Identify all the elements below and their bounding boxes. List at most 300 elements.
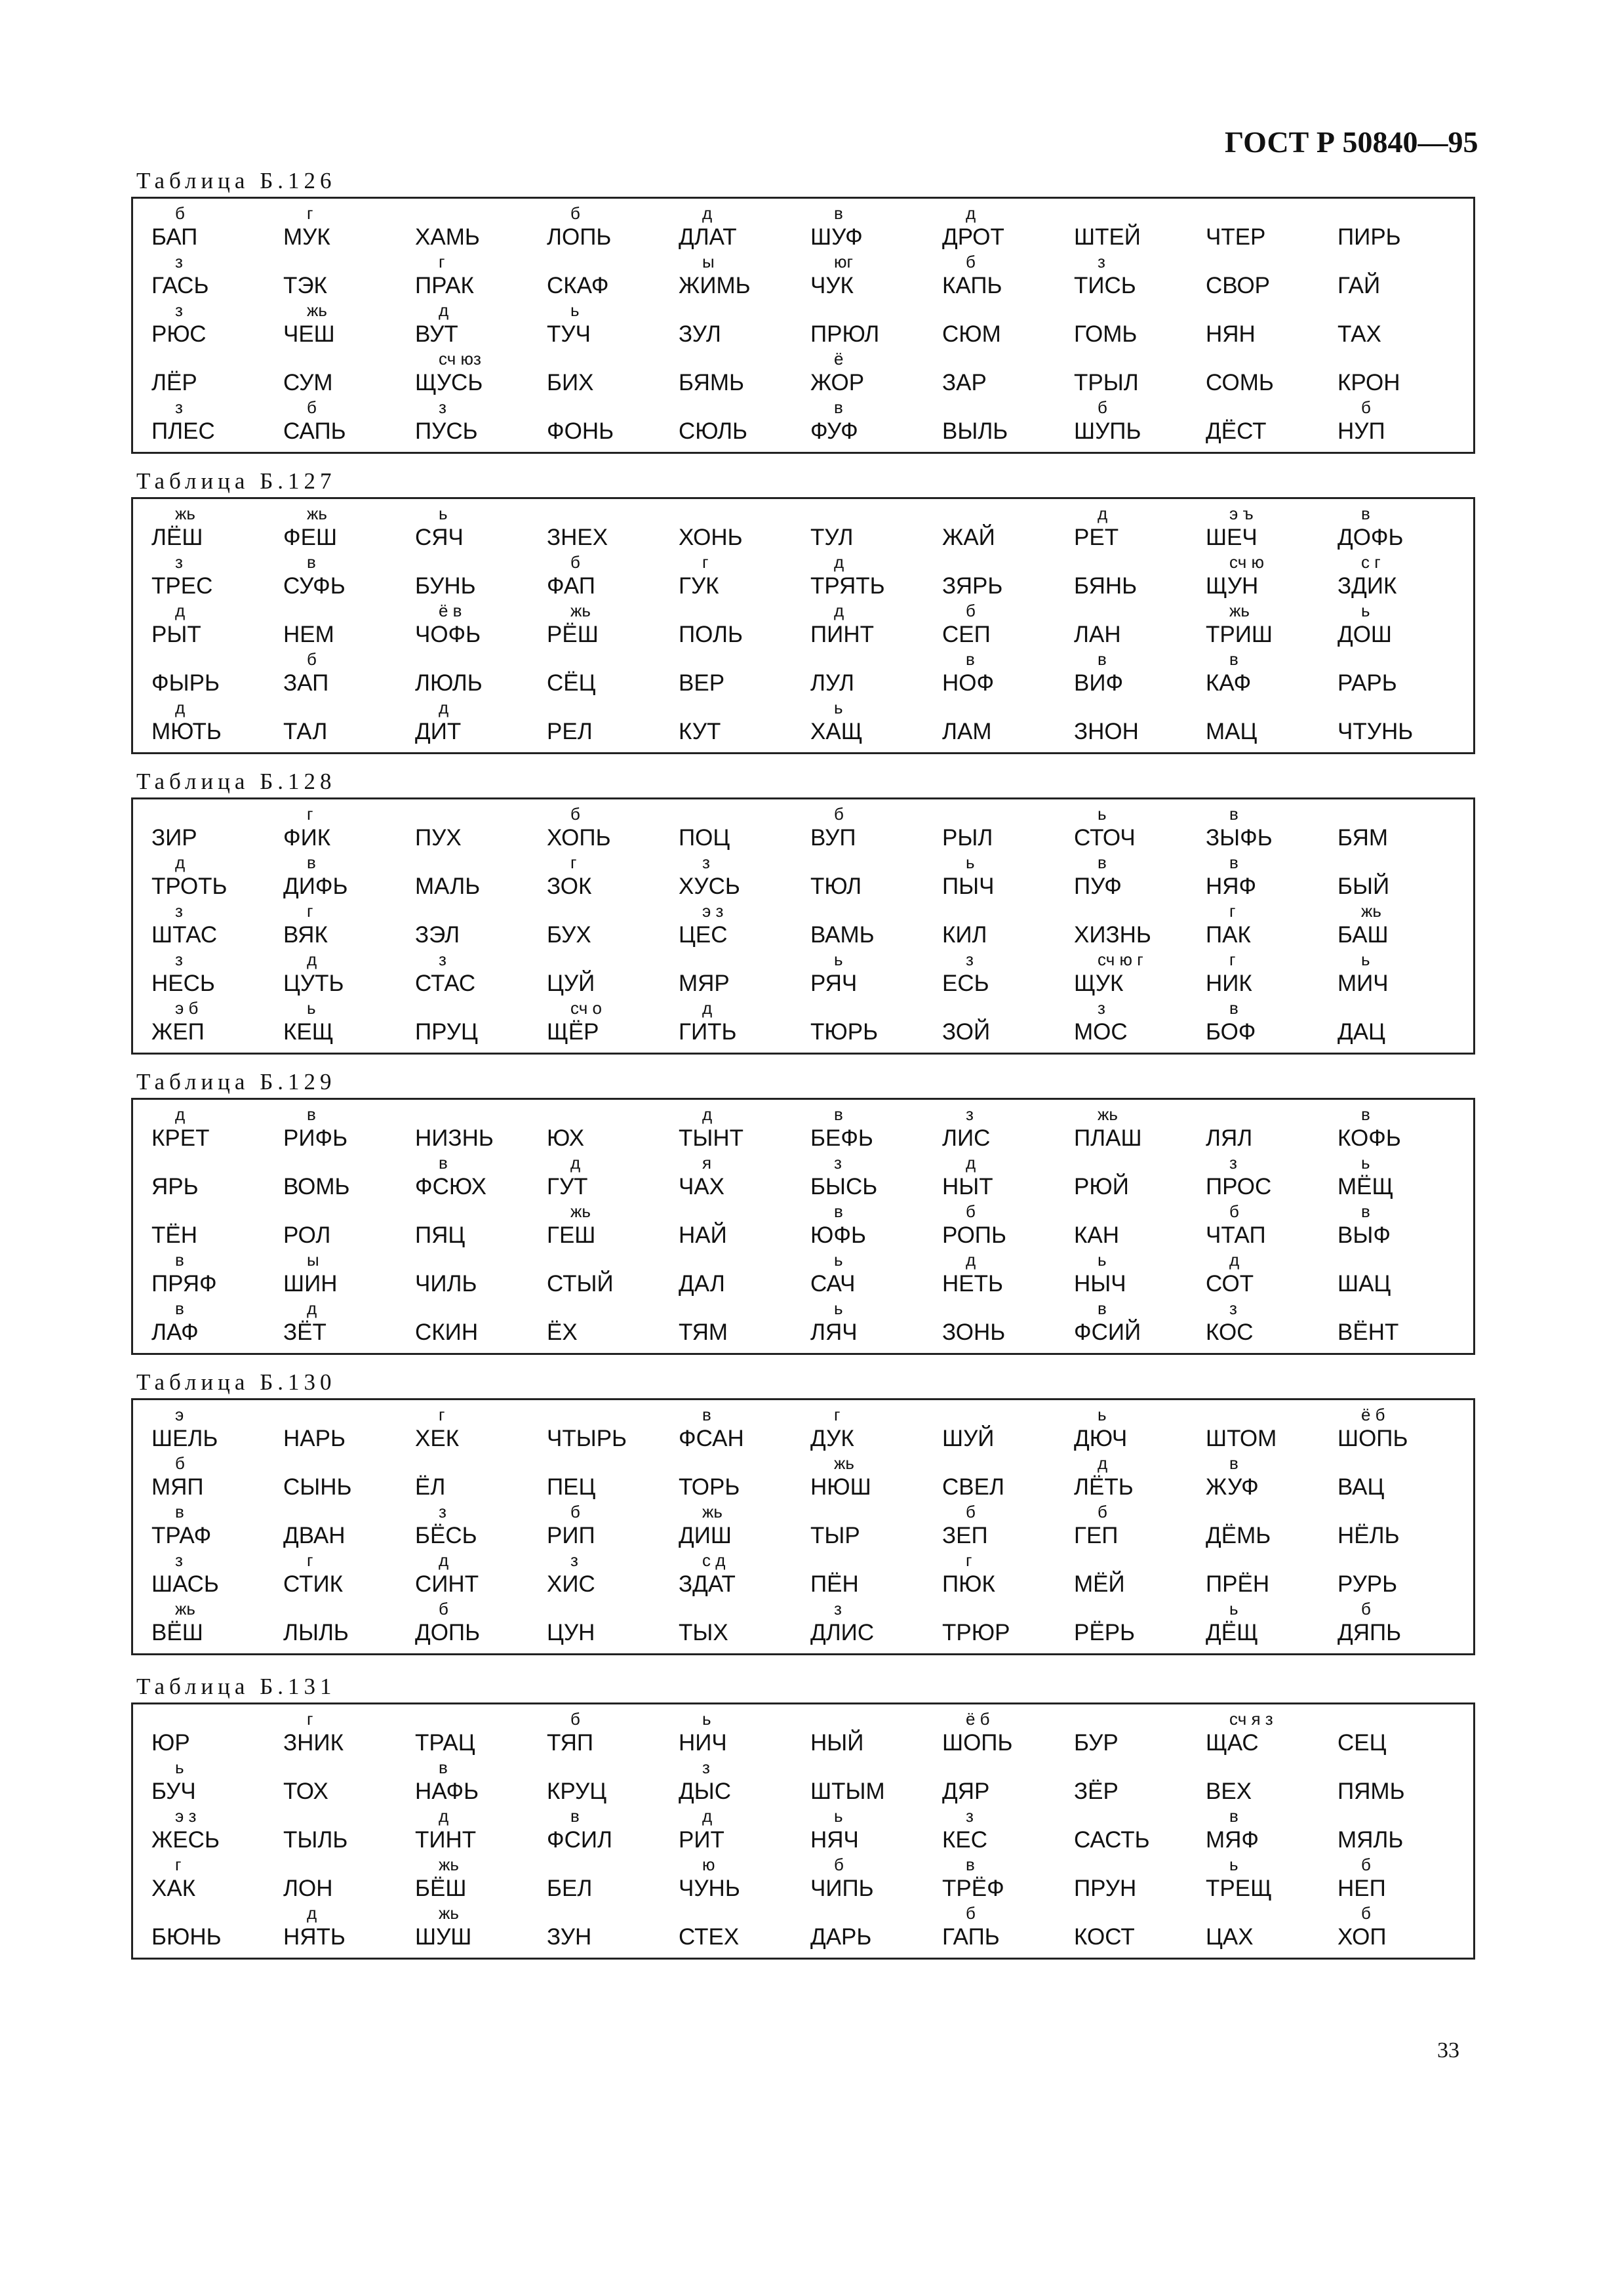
syllable-word: СТИК [283, 1571, 344, 1597]
phoneme-annotation: ы [307, 1250, 319, 1270]
phoneme-annotation: г [307, 1709, 313, 1729]
word-cell [410, 1404, 542, 1453]
phoneme-annotation: ь [1361, 601, 1370, 620]
phoneme-annotation: з [175, 300, 183, 320]
word-cell [805, 949, 937, 997]
word-cell [1069, 1550, 1200, 1598]
syllable-word: ФОНЬ [547, 418, 614, 444]
phoneme-annotation: жь [570, 601, 591, 620]
word-cell [805, 1298, 937, 1346]
phoneme-annotation: б [307, 649, 317, 669]
syllable-word: НЕТЬ [942, 1271, 1003, 1297]
syllable-word: РЮС [151, 321, 207, 347]
syllable-word: ЗЫФЬ [1206, 825, 1273, 851]
phoneme-annotation: г [439, 1405, 445, 1424]
syllable-word: ТРЕС [151, 573, 213, 599]
phoneme-annotation: г [1229, 901, 1236, 921]
phoneme-annotation: д [439, 1550, 449, 1570]
word-cell [673, 1249, 805, 1298]
syllable-word: ЗАР [942, 370, 987, 395]
syllable-word: ЮР [151, 1730, 190, 1756]
syllable-word: ЁЛ [415, 1474, 446, 1500]
word-cell [673, 503, 805, 552]
word-cell [1069, 600, 1200, 649]
syllable-word: ТАЛ [283, 719, 328, 744]
syllable-word: САПЬ [283, 418, 346, 444]
word-cell [805, 203, 937, 251]
word-cell [542, 1708, 673, 1757]
phoneme-annotation: д [834, 601, 844, 620]
syllable-word: ПРУН [1074, 1876, 1137, 1901]
syllable-word: БАШ [1337, 922, 1389, 948]
word-cell [410, 1298, 542, 1346]
syllable-word: НИЗНЬ [415, 1125, 494, 1151]
syllable-word: ЗЭЛ [415, 922, 460, 948]
syllable-word: ЖЕСЬ [151, 1827, 220, 1853]
phoneme-annotation: д [834, 552, 844, 572]
syllable-word: ПИРЬ [1337, 224, 1401, 250]
word-cell [1069, 949, 1200, 997]
word-cell [805, 348, 937, 397]
phoneme-annotation: э б [175, 998, 199, 1018]
word-cell [1200, 649, 1332, 697]
phoneme-annotation: сч я з [1229, 1709, 1273, 1729]
word-cell [1200, 251, 1332, 300]
syllable-word: ДИТ [415, 719, 462, 744]
syllable-word: ВУП [810, 825, 856, 851]
syllable-word: ХУСЬ [679, 874, 740, 899]
word-cell [1200, 348, 1332, 397]
syllable-word: ЩАС [1206, 1730, 1259, 1756]
phoneme-annotation: б [1361, 1855, 1371, 1874]
word-cell [410, 552, 542, 600]
table-caption: Таблица Б.126 [136, 168, 336, 193]
phoneme-annotation: в [1229, 1453, 1238, 1473]
word-cell [1200, 1805, 1332, 1854]
word-cell [278, 949, 410, 997]
phoneme-annotation: в [1229, 853, 1238, 872]
phoneme-annotation: г [570, 853, 577, 872]
syllable-word: ЮФЬ [810, 1222, 866, 1248]
syllable-word: ТАХ [1337, 321, 1381, 347]
word-cell [1200, 1404, 1332, 1453]
syllable-word: ТРАФ [151, 1523, 212, 1548]
phoneme-annotation: з [175, 950, 183, 969]
phoneme-annotation: жь [1229, 601, 1250, 620]
syllable-word: ВЁНТ [1337, 1319, 1399, 1345]
word-cell [673, 552, 805, 600]
phoneme-annotation: в [1229, 1806, 1238, 1826]
word-cell [1200, 1903, 1332, 1951]
phoneme-annotation: в [175, 1299, 184, 1318]
syllable-word: КИЛ [942, 922, 987, 948]
word-cell [410, 1903, 542, 1951]
word-cell [278, 348, 410, 397]
word-cell [673, 203, 805, 251]
word-cell [937, 997, 1069, 1046]
syllable-word: ДУК [810, 1426, 854, 1451]
word-cell [673, 649, 805, 697]
word-cell [1200, 697, 1332, 746]
phoneme-annotation: ь [966, 853, 975, 872]
word-cell [1200, 1550, 1332, 1598]
phoneme-annotation: жь [439, 1903, 459, 1923]
table-frame [131, 1398, 1475, 1655]
phoneme-annotation: з [966, 1806, 974, 1826]
phoneme-annotation: з [966, 1104, 974, 1124]
word-cell [1069, 852, 1200, 900]
syllable-word: СЫНЬ [283, 1474, 352, 1500]
word-cell [410, 649, 542, 697]
phoneme-annotation: г [702, 552, 709, 572]
word-cell [1332, 397, 1464, 445]
phoneme-annotation: ь [834, 1806, 843, 1826]
word-cell [542, 1501, 673, 1550]
page-number: 33 [1437, 2038, 1459, 2063]
phoneme-annotation: в [1229, 649, 1238, 669]
syllable-word: РЫЛ [942, 825, 993, 851]
syllable-word: ПЁН [810, 1571, 859, 1597]
word-cell [278, 1298, 410, 1346]
word-cell [542, 803, 673, 852]
syllable-word: ЛЁШ [151, 525, 203, 550]
word-cell [410, 1854, 542, 1903]
word-cell [937, 1598, 1069, 1647]
syllable-word: ТЮЛ [810, 874, 862, 899]
phoneme-annotation: г [307, 901, 313, 921]
syllable-word: ДАЦ [1337, 1019, 1385, 1045]
syllable-word: ХАЩ [810, 719, 863, 744]
phoneme-annotation: з [175, 252, 183, 272]
word-cell [1069, 1201, 1200, 1249]
word-cell [1069, 900, 1200, 949]
word-cell [410, 997, 542, 1046]
phoneme-annotation: б [570, 203, 580, 223]
syllable-word: ЗЁР [1074, 1779, 1119, 1804]
word-cell [1200, 503, 1332, 552]
word-cell [542, 1298, 673, 1346]
syllable-word: ПУФ [1074, 874, 1122, 899]
phoneme-annotation: з [702, 1758, 710, 1777]
word-cell [1069, 1249, 1200, 1298]
word-cell [673, 1152, 805, 1201]
syllable-word: СТЕХ [679, 1924, 740, 1950]
syllable-word: ТРИШ [1206, 622, 1273, 647]
syllable-word: РАРЬ [1337, 670, 1397, 696]
syllable-word: ШУПЬ [1074, 418, 1141, 444]
phoneme-annotation: б [966, 1201, 976, 1221]
word-cell [146, 1201, 278, 1249]
table-caption: Таблица Б.128 [136, 769, 336, 794]
phoneme-annotation: ь [1098, 1405, 1107, 1424]
syllable-word: НИК [1206, 971, 1252, 996]
word-cell [278, 1201, 410, 1249]
syllable-word: ЖИМЬ [679, 273, 751, 298]
syllable-word: ТУЧ [547, 321, 591, 347]
syllable-word: ЗЕП [942, 1523, 988, 1548]
syllable-word: НЮШ [810, 1474, 871, 1500]
word-cell [673, 397, 805, 445]
word-cell [937, 1404, 1069, 1453]
syllable-word: РЁРЬ [1074, 1620, 1136, 1645]
phoneme-annotation: з [1098, 998, 1105, 1018]
word-cell [937, 1249, 1069, 1298]
syllable-word: ЛЯЧ [810, 1319, 858, 1345]
phoneme-annotation: ю [702, 1855, 715, 1874]
syllable-word: ПРЯФ [151, 1271, 217, 1297]
word-cell [805, 1201, 937, 1249]
syllable-word: БЫСЬ [810, 1174, 878, 1199]
syllable-word: ЛОПЬ [547, 224, 612, 250]
word-cell [1069, 1854, 1200, 1903]
word-cell [146, 1854, 278, 1903]
phoneme-annotation: ь [570, 300, 580, 320]
word-cell [278, 649, 410, 697]
phoneme-annotation: д [175, 1104, 186, 1124]
word-cell [146, 997, 278, 1046]
word-cell [146, 697, 278, 746]
syllable-word: ТЭК [283, 273, 327, 298]
syllable-word: ВЫФ [1337, 1222, 1391, 1248]
word-cell [146, 1152, 278, 1201]
syllable-word: ЖАЙ [942, 525, 995, 550]
syllable-word: БЕФЬ [810, 1125, 873, 1151]
phoneme-annotation: в [1229, 804, 1238, 824]
phoneme-annotation: д [439, 698, 449, 717]
word-cell [1332, 697, 1464, 746]
syllable-word: ФСИЛ [547, 1827, 613, 1853]
phoneme-annotation: д [1229, 1250, 1240, 1270]
syllable-word: ЗЁТ [283, 1319, 327, 1345]
syllable-word: МОС [1074, 1019, 1128, 1045]
syllable-word: РОЛ [283, 1222, 331, 1248]
word-cell [1332, 1152, 1464, 1201]
word-cell [542, 997, 673, 1046]
word-cell [278, 697, 410, 746]
syllable-word: ШОПЬ [1337, 1426, 1408, 1451]
phoneme-annotation: в [307, 552, 316, 572]
syllable-word: ШОПЬ [942, 1730, 1013, 1756]
syllable-word: ФИК [283, 825, 331, 851]
syllable-word: ЦЕС [679, 922, 728, 948]
syllable-word: ЛЮЛЬ [415, 670, 483, 696]
word-cell [805, 1453, 937, 1501]
word-cell [1200, 203, 1332, 251]
syllable-word: ВУТ [415, 321, 458, 347]
word-cell [146, 203, 278, 251]
syllable-word: ЖУФ [1206, 1474, 1259, 1500]
word-cell [1332, 1249, 1464, 1298]
word-cell [805, 1249, 937, 1298]
word-cell [146, 251, 278, 300]
word-cell [673, 300, 805, 348]
syllable-word: ЦУТЬ [283, 971, 344, 996]
syllable-word: ШУШ [415, 1924, 472, 1950]
phoneme-annotation: д [439, 300, 449, 320]
syllable-word: ЧУК [810, 273, 854, 298]
word-cell [1069, 251, 1200, 300]
word-cell [805, 997, 937, 1046]
words-grid [146, 1708, 1464, 1951]
syllable-word: ЗДИК [1337, 573, 1397, 599]
phoneme-annotation: ь [1361, 950, 1370, 969]
phoneme-annotation: ё [834, 349, 844, 369]
phoneme-annotation: д [307, 1903, 317, 1923]
syllable-word: ПРУЦ [415, 1019, 478, 1045]
word-cell [410, 1805, 542, 1854]
phoneme-annotation: в [834, 1201, 843, 1221]
phoneme-annotation: з [570, 1550, 578, 1570]
syllable-word: ПЫЧ [942, 874, 995, 899]
phoneme-annotation: сч ю г [1098, 950, 1143, 969]
syllable-word: ЦУЙ [547, 971, 595, 996]
syllable-word: СОМЬ [1206, 370, 1274, 395]
syllable-word: НЫЧ [1074, 1271, 1126, 1297]
syllable-word: ПРЁН [1206, 1571, 1270, 1597]
word-cell [146, 900, 278, 949]
syllable-word: МЯР [679, 971, 730, 996]
syllable-word: КРЕТ [151, 1125, 210, 1151]
word-cell [410, 397, 542, 445]
syllable-word: МУК [283, 224, 330, 250]
word-cell [410, 300, 542, 348]
syllable-word: НЯТЬ [283, 1924, 346, 1950]
phoneme-annotation: ь [307, 998, 316, 1018]
syllable-word: СЮЛЬ [679, 418, 747, 444]
syllable-word: БАП [151, 224, 198, 250]
syllable-word: МЯП [151, 1474, 204, 1500]
syllable-word: СЮМ [942, 321, 1001, 347]
syllable-word: ПУХ [415, 825, 462, 851]
syllable-word: ЩЁР [547, 1019, 599, 1045]
phoneme-annotation: д [702, 1806, 713, 1826]
word-cell [805, 697, 937, 746]
syllable-word: НЕСЬ [151, 971, 215, 996]
phoneme-annotation: жь [702, 1502, 723, 1521]
word-cell [937, 300, 1069, 348]
phoneme-annotation: з [966, 950, 974, 969]
syllable-word: ПРАК [415, 273, 474, 298]
word-cell [1332, 649, 1464, 697]
word-cell [1069, 348, 1200, 397]
phoneme-annotation: ь [1361, 1153, 1370, 1173]
word-cell [410, 1708, 542, 1757]
phoneme-annotation: в [1098, 1299, 1107, 1318]
table-caption: Таблица Б.131 [136, 1674, 336, 1699]
syllable-word: ДЮЧ [1074, 1426, 1128, 1451]
phoneme-annotation: д [966, 1153, 976, 1173]
word-cell [805, 503, 937, 552]
syllable-word: СИНТ [415, 1571, 479, 1597]
syllable-word: БУЧ [151, 1779, 196, 1804]
word-cell [542, 1453, 673, 1501]
phoneme-annotation: д [966, 1250, 976, 1270]
word-cell [1200, 1298, 1332, 1346]
phoneme-annotation: г [307, 804, 313, 824]
syllable-word: ПЛАШ [1074, 1125, 1142, 1151]
syllable-word: ПРЮЛ [810, 321, 880, 347]
document-header: ГОСТ Р 50840—95 [1225, 125, 1478, 159]
syllable-word: КАПЬ [942, 273, 1002, 298]
word-cell [542, 600, 673, 649]
syllable-word: ПЮК [942, 1571, 995, 1597]
syllable-word: НЕП [1337, 1876, 1386, 1901]
word-cell [673, 251, 805, 300]
word-cell [1069, 1501, 1200, 1550]
word-cell [146, 949, 278, 997]
syllable-word: НАРЬ [283, 1426, 346, 1451]
syllable-word: ЧТЫРЬ [547, 1426, 627, 1451]
phoneme-annotation: з [834, 1599, 842, 1619]
syllable-word: ГИТЬ [679, 1019, 737, 1045]
word-cell [278, 203, 410, 251]
word-cell [278, 803, 410, 852]
syllable-word: БЯМЬ [679, 370, 744, 395]
phoneme-annotation: э ъ [1229, 504, 1254, 523]
syllable-word: РЫТ [151, 622, 201, 647]
phoneme-annotation: ь [834, 698, 843, 717]
phoneme-annotation: б [1361, 1903, 1371, 1923]
phoneme-annotation: в [439, 1153, 448, 1173]
syllable-word: ТРЕЩ [1206, 1876, 1272, 1901]
phoneme-annotation: в [1361, 504, 1370, 523]
word-cell [146, 600, 278, 649]
phoneme-annotation: з [702, 853, 710, 872]
phoneme-annotation: в [439, 1758, 448, 1777]
word-cell [278, 251, 410, 300]
word-cell [542, 300, 673, 348]
syllable-word: РОПЬ [942, 1222, 1006, 1248]
word-cell [146, 803, 278, 852]
phoneme-annotation: з [439, 397, 446, 417]
word-cell [1200, 1501, 1332, 1550]
phoneme-annotation: б [1361, 397, 1371, 417]
syllable-word: БЕЛ [547, 1876, 593, 1901]
word-cell [1069, 1598, 1200, 1647]
syllable-word: ХАМЬ [415, 224, 480, 250]
word-cell [1069, 1404, 1200, 1453]
syllable-word: РИФЬ [283, 1125, 348, 1151]
word-cell [1200, 1249, 1332, 1298]
syllable-word: ЛЁР [151, 370, 197, 395]
word-cell [1200, 949, 1332, 997]
syllable-word: ЯРЬ [151, 1174, 199, 1199]
syllable-word: ШАСЬ [151, 1571, 219, 1597]
word-cell [542, 1805, 673, 1854]
syllable-word: ЩУСЬ [415, 370, 483, 395]
syllable-word: ТЫР [810, 1523, 860, 1548]
syllable-word: ЗОК [547, 874, 592, 899]
word-cell [1069, 997, 1200, 1046]
word-cell [146, 1104, 278, 1152]
syllable-word: САСТЬ [1074, 1827, 1150, 1853]
syllable-word: БУХ [547, 922, 591, 948]
syllable-word: СВЕЛ [942, 1474, 1004, 1500]
word-cell [1069, 1757, 1200, 1805]
phoneme-annotation: д [175, 601, 186, 620]
syllable-word: НЫЙ [810, 1730, 864, 1756]
syllable-word: НУП [1337, 418, 1385, 444]
word-cell [410, 900, 542, 949]
word-table [131, 165, 1475, 454]
word-cell [1332, 600, 1464, 649]
word-cell [1200, 1854, 1332, 1903]
phoneme-annotation: з [834, 1153, 842, 1173]
word-cell [1069, 697, 1200, 746]
word-cell [278, 503, 410, 552]
word-cell [410, 1598, 542, 1647]
word-cell [542, 1404, 673, 1453]
